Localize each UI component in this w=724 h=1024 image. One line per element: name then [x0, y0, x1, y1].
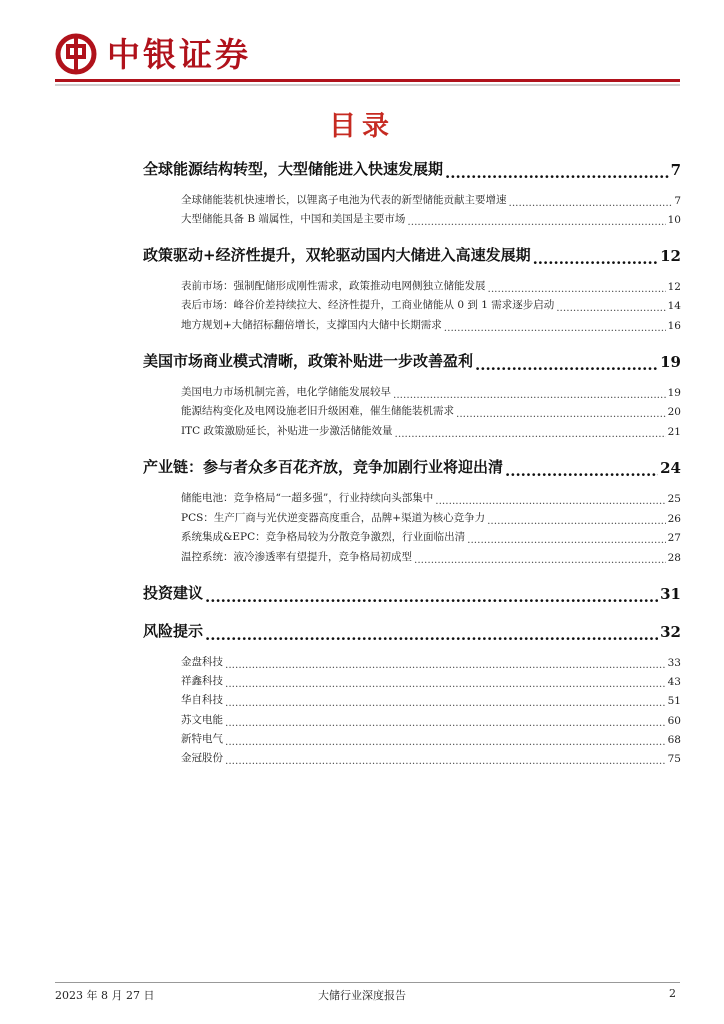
- toc-item-title: 地方规划+大储招标翻倍增长，支撑国内大储中长期需求: [181, 319, 442, 331]
- toc-item-title: 金冠股份: [181, 752, 223, 764]
- toc-page-number: 51: [667, 695, 681, 707]
- leader-dots: [556, 302, 665, 313]
- toc-item-title: 温控系统：液冷渗透率有望提升，竞争格局初成型: [181, 551, 412, 563]
- footer-date: 2023 年 8 月 27 日: [55, 989, 155, 1002]
- footer-page-number: 2: [669, 987, 676, 1000]
- toc-page-number: 19: [667, 387, 681, 399]
- toc-page-number: 27: [667, 532, 681, 544]
- toc-item-title: 全球储能装机快速增长，以锂离子电池为代表的新型储能贡献主要增速: [181, 194, 507, 206]
- leader-dots: [393, 389, 666, 400]
- toc-item[interactable]: [181, 529, 681, 544]
- toc-page-number: 43: [667, 676, 681, 688]
- toc-page-number: 68: [667, 734, 681, 746]
- toc-item[interactable]: [181, 278, 681, 293]
- toc-title: 目录: [329, 111, 395, 142]
- toc-item-title: 祥鑫科技: [181, 675, 223, 687]
- brand-name: 中银证券: [107, 34, 251, 74]
- leader-dots: [205, 626, 658, 641]
- toc-page-number: 12: [660, 247, 681, 265]
- toc-item[interactable]: [181, 712, 681, 727]
- toc-item[interactable]: [181, 750, 681, 765]
- leader-dots: [395, 428, 666, 439]
- toc-item[interactable]: [181, 192, 681, 207]
- toc-page-number: 20: [667, 406, 681, 418]
- toc-page-number: 12: [667, 281, 681, 293]
- toc-section[interactable]: [143, 620, 681, 641]
- toc-page-number: 24: [660, 459, 681, 477]
- toc-section-title: 全球能源结构转型，大型储能进入快速发展期: [143, 160, 444, 178]
- toc-item-title: 华自科技: [181, 694, 223, 706]
- toc-page-number: 26: [667, 513, 681, 525]
- footer-report-name: 大储行业深度报告: [318, 989, 406, 1002]
- leader-dots: [414, 554, 666, 565]
- leader-dots: [444, 322, 666, 333]
- toc-page-number: 21: [667, 426, 681, 438]
- leader-dots: [475, 356, 658, 371]
- toc-item-title: 表后市场：峰谷价差持续拉大、经济性提升，工商业储能从 0 到 1 需求逐步启动: [181, 299, 555, 311]
- toc-item[interactable]: [181, 692, 681, 707]
- toc-item[interactable]: [181, 297, 681, 312]
- toc-item[interactable]: [181, 510, 681, 525]
- toc-item[interactable]: [181, 654, 681, 669]
- toc-page-number: 14: [667, 300, 681, 312]
- toc-page-number: 31: [660, 585, 681, 603]
- toc-item-title: 金盘科技: [181, 656, 223, 668]
- toc-item-title: 大型储能具备 B 端属性，中国和美国是主要市场: [181, 213, 406, 225]
- leader-dots: [487, 515, 666, 526]
- toc-page-number: 7: [674, 195, 681, 207]
- leader-dots: [225, 697, 666, 708]
- toc-item-title: 储能电池：竞争格局“一超多强”，行业持续向头部集中: [181, 492, 434, 504]
- toc-page-number: 16: [667, 320, 681, 332]
- toc-page-number: 28: [667, 552, 681, 564]
- leader-dots: [445, 164, 669, 179]
- toc-page-number: 25: [667, 493, 681, 505]
- toc-item-title: 系统集成&EPC：竞争格局较为分散竞争激烈，行业面临出清: [181, 531, 466, 543]
- toc-item-title: 能源结构变化及电网设施老旧升级困难，催生储能装机需求: [181, 405, 454, 417]
- leader-dots: [225, 659, 666, 670]
- toc-section[interactable]: [143, 244, 681, 265]
- toc-item[interactable]: [181, 423, 681, 438]
- toc-item-title: 表前市场：强制配储形成刚性需求，政策推动电网侧独立储能发展: [181, 280, 486, 292]
- toc-item[interactable]: [181, 384, 681, 399]
- leader-dots: [205, 588, 658, 603]
- toc-item[interactable]: [181, 403, 681, 418]
- toc-item[interactable]: [181, 731, 681, 746]
- toc-page-number: 32: [660, 623, 681, 641]
- toc-item-title: 苏文电能: [181, 714, 223, 726]
- toc-item[interactable]: [181, 549, 681, 564]
- toc-item-title: ITC 政策激励延长，补贴进一步激活储能效量: [181, 425, 393, 437]
- toc-section-title: 风险提示: [143, 622, 204, 640]
- toc-section[interactable]: [143, 456, 681, 477]
- footer-rule: [55, 982, 680, 983]
- leader-dots: [225, 755, 666, 766]
- leader-dots: [467, 534, 666, 545]
- toc-section-title: 投资建议: [143, 584, 204, 602]
- leader-dots: [407, 216, 665, 227]
- toc-item[interactable]: [181, 490, 681, 505]
- toc-item[interactable]: [181, 211, 681, 226]
- leader-dots: [435, 495, 665, 506]
- leader-dots: [488, 283, 666, 294]
- toc-item[interactable]: [181, 673, 681, 688]
- toc-item-title: 美国电力市场机制完善，电化学储能发展较早: [181, 386, 391, 398]
- toc-page-number: 33: [667, 657, 681, 669]
- toc-page-number: 7: [670, 161, 681, 179]
- toc-section[interactable]: [143, 350, 681, 371]
- toc-page-number: 19: [660, 353, 681, 371]
- leader-dots: [505, 462, 658, 477]
- leader-dots: [509, 197, 673, 208]
- leader-dots: [533, 250, 659, 265]
- toc-section-title: 美国市场商业模式清晰，政策补贴进一步改善盈利: [143, 352, 474, 370]
- toc-page-number: 60: [667, 715, 681, 727]
- toc-section-title: 产业链：参与者众多百花齐放，竞争加剧行业将迎出清: [143, 458, 504, 476]
- leader-dots: [225, 678, 666, 689]
- toc-page-number: 75: [667, 753, 681, 765]
- toc-item-title: PCS：生产厂商与光伏逆变器高度重合，品牌+渠道为核心竞争力: [181, 512, 486, 524]
- leader-dots: [456, 408, 666, 419]
- toc-item[interactable]: [181, 317, 681, 332]
- toc-section-title: 政策驱动+经济性提升，双轮驱动国内大储进入高速发展期: [143, 246, 531, 264]
- leader-dots: [225, 717, 666, 728]
- toc-item-title: 新特电气: [181, 733, 223, 745]
- toc-section[interactable]: [143, 158, 681, 179]
- toc-section[interactable]: [143, 582, 681, 603]
- leader-dots: [225, 736, 666, 747]
- toc-page-number: 10: [667, 214, 681, 226]
